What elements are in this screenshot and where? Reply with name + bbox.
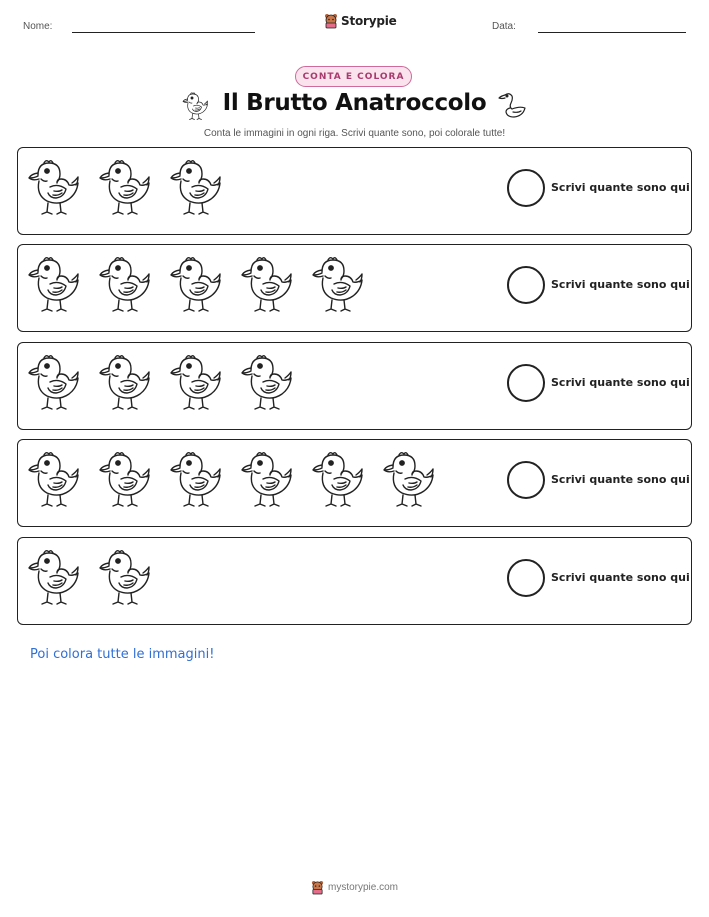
activity-badge [295, 66, 412, 87]
answer-label: Scrivi quante sono qui [551, 473, 690, 486]
page-title: Il Brutto Anatroccolo [222, 90, 487, 116]
duckling-icon[interactable] [170, 254, 224, 318]
duckling-icon[interactable] [170, 157, 224, 221]
duckling-icon[interactable] [241, 352, 295, 416]
answer-circle[interactable] [507, 559, 545, 597]
counting-row [17, 342, 692, 430]
duckling-icon[interactable] [99, 254, 153, 318]
footer-note: Poi colora tutte le immagini! [30, 647, 215, 662]
answer-label: Scrivi quante sono qui [551, 181, 690, 194]
duckling-icon[interactable] [241, 449, 295, 513]
duckling-group [28, 352, 295, 416]
counting-row [17, 147, 692, 235]
duckling-icon[interactable] [99, 547, 153, 611]
date-label: Data: [492, 21, 516, 32]
activity-badge-label: CONTA E COLORA [302, 71, 405, 82]
answer-circle[interactable] [507, 364, 545, 402]
counting-row [17, 439, 692, 527]
name-label: Nome: [23, 21, 53, 32]
counting-row [17, 244, 692, 332]
site-footer [0, 880, 709, 895]
answer-label: Scrivi quante sono qui [551, 376, 690, 389]
answer-circle[interactable] [507, 461, 545, 499]
duckling-icon[interactable] [312, 449, 366, 513]
worksheet-header [0, 12, 709, 44]
duckling-group [28, 449, 437, 513]
answer-label: Scrivi quante sono qui [551, 571, 690, 584]
duck-icon [497, 91, 527, 121]
duckling-icon[interactable] [99, 352, 153, 416]
duckling-group [28, 157, 224, 221]
counting-row [17, 537, 692, 625]
duckling-icon[interactable] [383, 449, 437, 513]
duckling-icon[interactable] [241, 254, 295, 318]
duckling-icon[interactable] [28, 547, 82, 611]
instructions: Conta le immagini in ogni riga. Scrivi quante sono, poi colorale tutte! [203, 128, 506, 139]
date-line[interactable] [538, 32, 686, 33]
duckling-icon[interactable] [99, 449, 153, 513]
storypie-logo-icon [324, 13, 338, 29]
duckling-icon[interactable] [170, 352, 224, 416]
answer-circle[interactable] [507, 169, 545, 207]
answer-circle[interactable] [507, 266, 545, 304]
answer-label: Scrivi quante sono qui [551, 278, 690, 291]
title-row [0, 90, 709, 124]
duckling-group [28, 547, 153, 611]
storypie-logo-icon [311, 880, 324, 895]
brand [324, 13, 397, 29]
duckling-icon[interactable] [28, 449, 82, 513]
site-url[interactable]: mystorypie.com [327, 882, 398, 893]
duckling-icon[interactable] [28, 157, 82, 221]
duckling-icon[interactable] [170, 449, 224, 513]
duckling-icon[interactable] [99, 157, 153, 221]
brand-name: Storypie [341, 14, 397, 28]
duckling-icon[interactable] [312, 254, 366, 318]
duckling-icon[interactable] [28, 254, 82, 318]
duckling-group [28, 254, 366, 318]
duckling-icon[interactable] [28, 352, 82, 416]
name-line[interactable] [72, 32, 255, 33]
